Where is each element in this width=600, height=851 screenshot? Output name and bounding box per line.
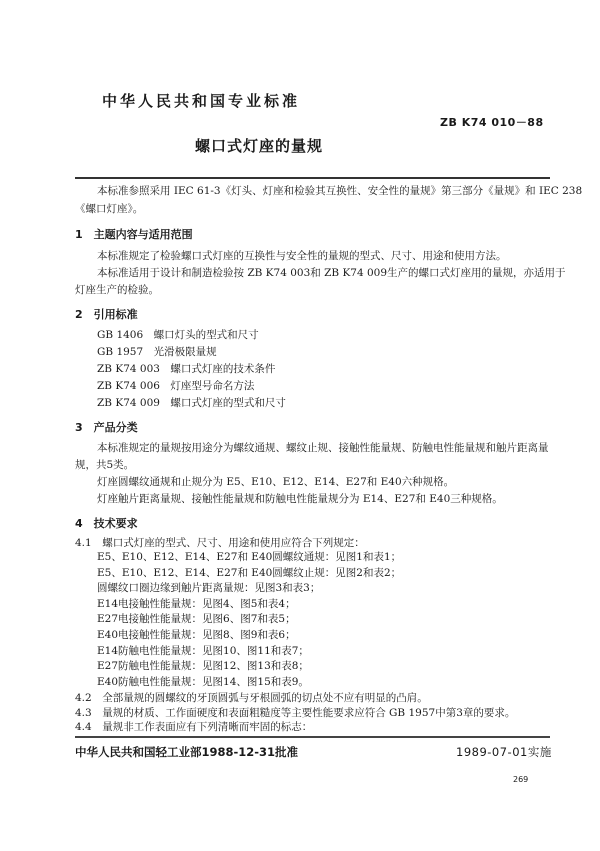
section-3-line: 灯座圆螺纹通规和止规分为 E5、E10、E12、E14、E27和 E40六种规格。: [97, 476, 455, 488]
clause-4-1-item: 圆螺纹口圈边缘到触片距离量规：见图3和表3；: [97, 582, 321, 595]
reference-item: ZB K74 009 螺口式灯座的型式和尺寸: [97, 397, 286, 409]
reference-item: ZB K74 006 灯座型号命名方法: [97, 380, 255, 392]
intro-line-1: 本标准参照采用 IEC 61-3《灯头、灯座和检验其互换性、安全性的量规》第三部分《量规》和 IEC 238: [97, 185, 583, 197]
section-1-line: 灯座生产的检验。: [75, 284, 159, 296]
section-1-heading: 1 主题内容与适用范围: [75, 228, 193, 241]
section-4-heading: 4 技术要求: [75, 517, 138, 530]
clause-4-2: 4.2 全部量规的圆螺纹的牙顶圆弧与牙根圆弧的切点处不应有明显的凸肩。: [75, 692, 428, 704]
bottom-rule: [75, 736, 550, 738]
document-title: 螺口式灯座的量规: [195, 137, 324, 155]
approval-statement: 中华人民共和国轻工业部1988-12-31批准: [75, 745, 299, 759]
standard-organization: 中华人民共和国专业标准: [102, 92, 301, 110]
reference-item: GB 1406 螺口灯头的型式和尺寸: [97, 329, 259, 341]
page-number: 269: [513, 775, 529, 784]
clause-4-4-text: 4.4 量规非工作表面应有下列清晰而牢固的标志：: [75, 721, 313, 733]
clause-4-1-item: E40电接触性能量规：见图8、图9和表6；: [97, 629, 296, 641]
section-1-line: 本标准适用于设计和制造检验按 ZB K74 003和 ZB K74 009生产的螺口式灯座用的量规，亦适用于: [97, 267, 566, 279]
section-3-line: 本标准规定的量规按用途分为螺纹通规、螺纹止规、接触性能量规、防触电性能量规和触片距离量: [97, 442, 549, 454]
clause-4-1-item: E27电接触性能量规：见图6、图7和表5；: [97, 613, 296, 626]
clause-4-1-item: E27防触电性能量规：见图12、图13和表8；: [97, 660, 309, 673]
clause-4-1-item: E14防触电性能量规：见图10、图11和表7；: [97, 644, 309, 657]
section-3-heading: 3 产品分类: [75, 421, 138, 434]
top-rule: [75, 177, 550, 179]
reference-item: ZB K74 003 螺口式灯座的技术条件: [97, 363, 276, 375]
clause-4-1-item: E40防触电性能量规：见图14、图15和表9。: [97, 675, 309, 688]
intro-line-2: 《螺口灯座》。: [75, 203, 144, 215]
effective-date: 1989-07-01实施: [456, 745, 552, 759]
clause-4-1-item: E5、E10、E12、E14、E27和 E40圆螺纹止规：见图2和表2；: [97, 566, 402, 579]
section-3-line: 规，共5类。: [75, 459, 135, 471]
section-3-line: 灯座触片距离量规、接触性能量规和防触电性能量规分为 E14、E27和 E40三种规格。: [97, 493, 503, 505]
clause-4-3: 4.3 量规的材质、工作面硬度和表面粗糙度等主要性能要求应符合 GB 1957中第3章的要求。: [75, 707, 516, 719]
clause-4-1: 4.1 螺口式灯座的型式、尺寸、用途和使用应符合下列规定：: [75, 537, 365, 549]
clause-4-1-item: E5、E10、E12、E14、E27和 E40圆螺纹通规：见图1和表1；: [97, 551, 402, 563]
clause-4-1-item: E14电接触性能量规：见图4、图5和表4；: [97, 597, 296, 610]
standard-code: ZB K74 010－88: [440, 116, 544, 129]
section-1-line: 本标准规定了检验螺口式灯座的互换性与安全性的量规的型式、尺寸、用途和使用方法。: [97, 250, 507, 262]
section-2-heading: 2 引用标准: [75, 308, 138, 321]
reference-item: GB 1957 光滑极限量规: [97, 346, 217, 358]
